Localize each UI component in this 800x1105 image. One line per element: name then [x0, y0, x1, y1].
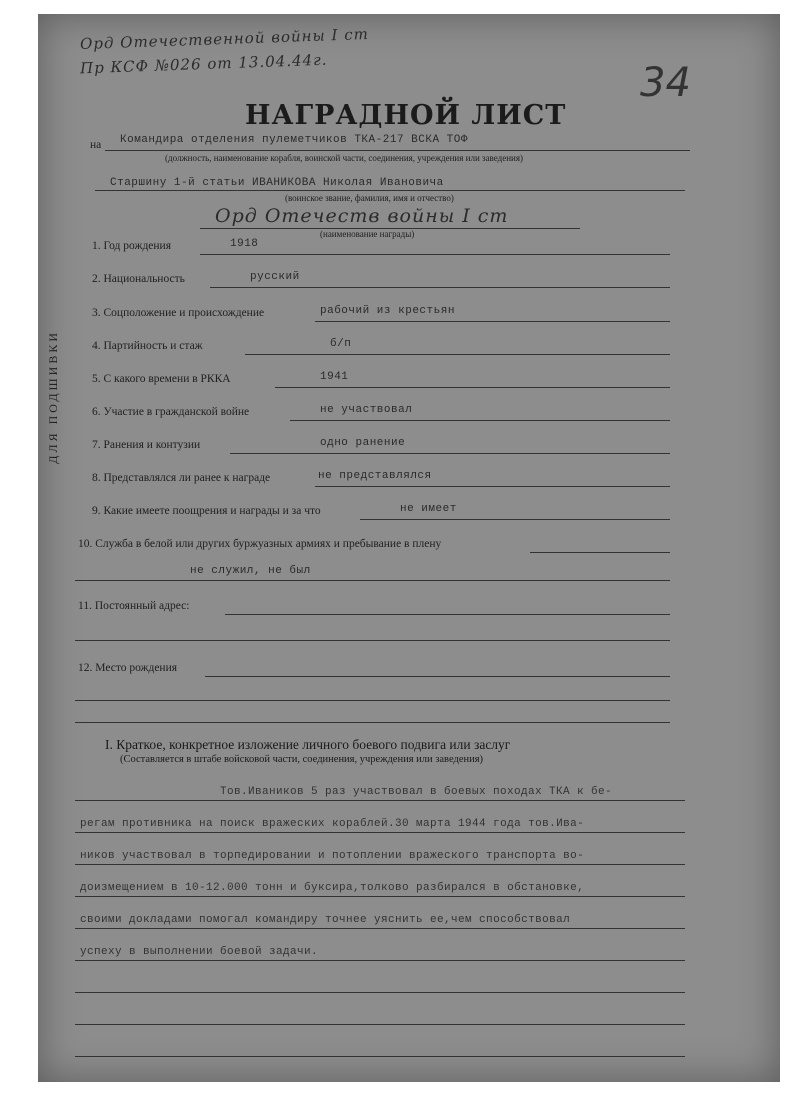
body-line: доизмещением в 10-12.000 тонн и буксира,толково разбирался в обстановке,	[80, 882, 585, 894]
field-label: 4. Партийность и стаж	[92, 340, 203, 352]
person-value: Старшину 1-й статьи ИВАНИКОВА Николая Ивановича	[110, 177, 444, 189]
sheet-number: 34	[640, 60, 691, 106]
field-underline	[75, 700, 670, 701]
field-underline	[315, 486, 670, 487]
header-prefix: на	[90, 139, 102, 151]
body-line: ников участвовал в торпедировании и потоплении вражеского транспорта во-	[80, 850, 585, 862]
field-underline	[205, 676, 670, 677]
body-rule	[75, 864, 685, 865]
body-line: своими докладами помогал командиру точнее уяснить ее,чем способствовал	[80, 914, 571, 926]
body-line: Тов.Иваников 5 раз участвовал в боевых походах ТКА к бе-	[220, 786, 613, 798]
body-rule	[75, 960, 685, 961]
field-label: 9. Какие имеете поощрения и награды и за что	[92, 505, 321, 517]
field-underline	[245, 354, 670, 355]
person-caption: (воинское звание, фамилия, имя и отчество)	[285, 193, 454, 203]
field-value: одно ранение	[320, 437, 406, 449]
handwritten-order-note: Пр КСФ №026 от 13.04.44г.	[79, 50, 328, 78]
position-underline	[105, 150, 690, 151]
field-label: 8. Представлялся ли ранее к награде	[92, 472, 271, 484]
body-rule	[75, 1024, 685, 1025]
field-value: не участвовал	[320, 404, 413, 416]
position-caption: (должность, наименование корабля, воинской части, соединения, учреждения или заведения)	[165, 153, 523, 163]
handwritten-award-note: Орд Отечественной войны I ст	[79, 24, 370, 54]
body-rule	[75, 800, 685, 801]
field-underline	[230, 453, 670, 454]
field-underline	[210, 287, 670, 288]
field-label: 10. Служба в белой или других буржуазных армиях и пребывание в плену	[78, 538, 442, 550]
body-line: регам противника на поиск вражеских кораблей.30 марта 1944 года тов.Ива-	[80, 818, 585, 830]
field-underline	[225, 614, 670, 615]
field-value: не служил, не был	[190, 565, 311, 577]
binding-side-label: ДЛЯ ПОДШИВКИ	[46, 330, 60, 464]
field-value: не имеет	[400, 503, 457, 515]
field-label: 12. Место рождения	[78, 662, 178, 674]
field-value: не представлялся	[318, 470, 432, 482]
field-underline	[75, 640, 670, 641]
field-value: 1918	[230, 238, 259, 250]
body-rule	[75, 1056, 685, 1057]
field-label: 2. Национальность	[92, 273, 185, 285]
field-label: 7. Ранения и контузии	[92, 439, 201, 451]
field-label: 6. Участие в гражданской войне	[92, 406, 250, 418]
document-title: НАГРАДНОЙ ЛИСТ	[245, 100, 567, 131]
body-rule	[75, 992, 685, 993]
body-line: успеху в выполнении боевой задачи.	[80, 946, 319, 958]
section-heading: I. Краткое, конкретное изложение личного боевого подвига или заслуг	[105, 737, 511, 752]
field-label: 1. Год рождения	[92, 240, 171, 252]
award-handwritten: Орд Отечеств войны I ст	[215, 205, 509, 227]
field-underline	[315, 321, 670, 322]
field-underline	[200, 254, 670, 255]
field-underline	[75, 580, 670, 581]
award-caption: (наименование награды)	[320, 229, 415, 239]
position-value: Командира отделения пулеметчиков ТКА-217 ВСКА ТОФ	[120, 134, 468, 146]
field-value: рабочий из крестьян	[320, 305, 455, 317]
field-underline	[290, 420, 670, 421]
field-value: б/п	[330, 338, 352, 350]
person-underline	[95, 190, 685, 191]
body-rule	[75, 832, 685, 833]
field-underline	[360, 519, 670, 520]
field-label: 5. С какого времени в РККА	[92, 373, 231, 385]
field-label: 11. Постоянный адрес:	[78, 600, 190, 612]
field-value: 1941	[320, 371, 349, 383]
body-rule	[75, 928, 685, 929]
field-value: русский	[250, 271, 300, 283]
field-underline	[75, 722, 670, 723]
body-rule	[75, 896, 685, 897]
field-underline	[530, 552, 670, 553]
field-underline	[275, 387, 670, 388]
field-label: 3. Соцположение и происхождение	[92, 307, 265, 319]
section-subheading: (Составляется в штабе войсковой части, соединения, учреждения или заведения)	[120, 754, 484, 765]
